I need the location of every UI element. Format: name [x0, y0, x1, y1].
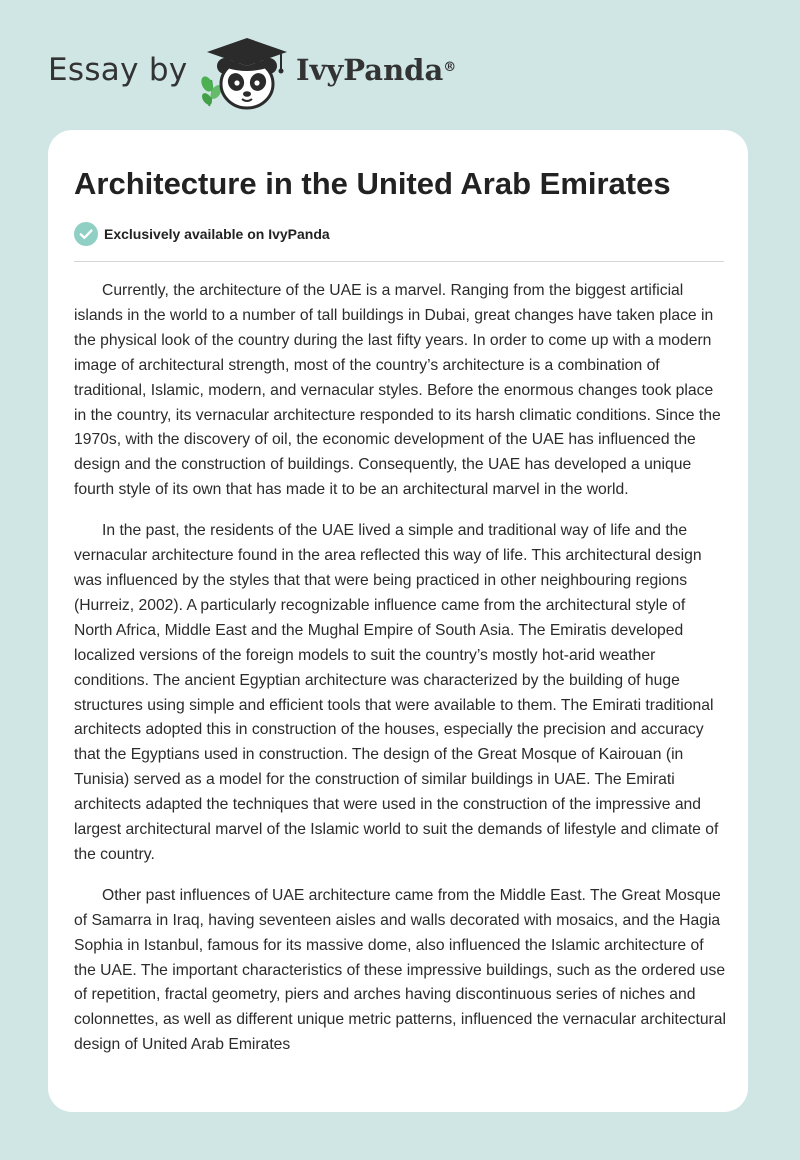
essay-by-label: Essay by: [48, 52, 188, 88]
brand-name-text: IvyPanda: [296, 53, 444, 87]
essay-paragraph: Other past influences of UAE architecture came from the Middle East. The Great Mosque of Samarra in Iraq, having seventeen aisles and walls decorated with mosaics, and the Hagia Sophia in Istanbul, famous for its massive dome, also influenced the Islamic architecture of the UAE. The important characteristics of these impressive buildings, such as the ordered use of repetition, fractal geometry, piers and arches having discontinuous series of niches and colonnettes, as well as different unique metric patterns, influenced the vernacular architectural design of United Arab Emirates: [74, 886, 726, 1054]
essay-card: [48, 130, 748, 1112]
essay-paragraph: In the past, the residents of the UAE lived a simple and traditional way of life and the vernacular architecture found in the area reflected this way of life. This architectural design was influenced by the styles that that were being practiced in other neighbouring regions (Hurreiz, 2002). A particularly recognizable influence came from the architectural style of North Africa, Middle East and the Mughal Empire of South Asia. The Emiratis developed localized versions of the foreign models to suit the country’s mostly hot-arid weather conditions. The ancient Egyptian architecture was characterized by the building of huge structures using simple and efficient tools that were available to them. The Emirati traditional architects adopted this in construction of the houses, especially the precision and accuracy that the Egyptians used in construction. The design of the Great Mosque of Kairouan (in Tunisia) served as a model for the construction of similar buildings in UAE. The Emirati architects adapted the techniques that were used in the construction of the impressive and largest architectural marvel of the Islamic world to suit the demands of lifestyle and climate of the country.: [74, 522, 719, 863]
site-header: [0, 0, 800, 130]
ivypanda-logo-icon[interactable]: [199, 32, 295, 112]
divider: [74, 261, 724, 262]
registered-mark: ®: [443, 60, 457, 75]
brand-name[interactable]: [296, 52, 456, 88]
essay-paragraph: Currently, the architecture of the UAE is a marvel. Ranging from the biggest artificial islands in the world to a number of tall buildings in Dubai, great changes have taken place in the physical look of the country during the last fifty years. In order to come up with a modern image of architectural strength, most of the country’s architecture is a combination of traditional, Islamic, modern, and vernacular styles. Before the enormous changes took place in the country, its vernacular architecture responded to its harsh climatic conditions. Since the 1970s, with the discovery of oil, the economic development of the UAE has influenced the design and the construction of buildings. Consequently, the UAE has developed a unique fourth style of its own that has made it to be an architectural marvel in the world.: [74, 282, 721, 499]
check-icon: [74, 222, 98, 246]
essay-title: Architecture in the United Arab Emirates: [74, 166, 671, 201]
exclusive-badge: [74, 222, 330, 246]
exclusive-badge-text: Exclusively available on IvyPanda: [104, 226, 330, 242]
essay-body: [74, 279, 726, 1074]
